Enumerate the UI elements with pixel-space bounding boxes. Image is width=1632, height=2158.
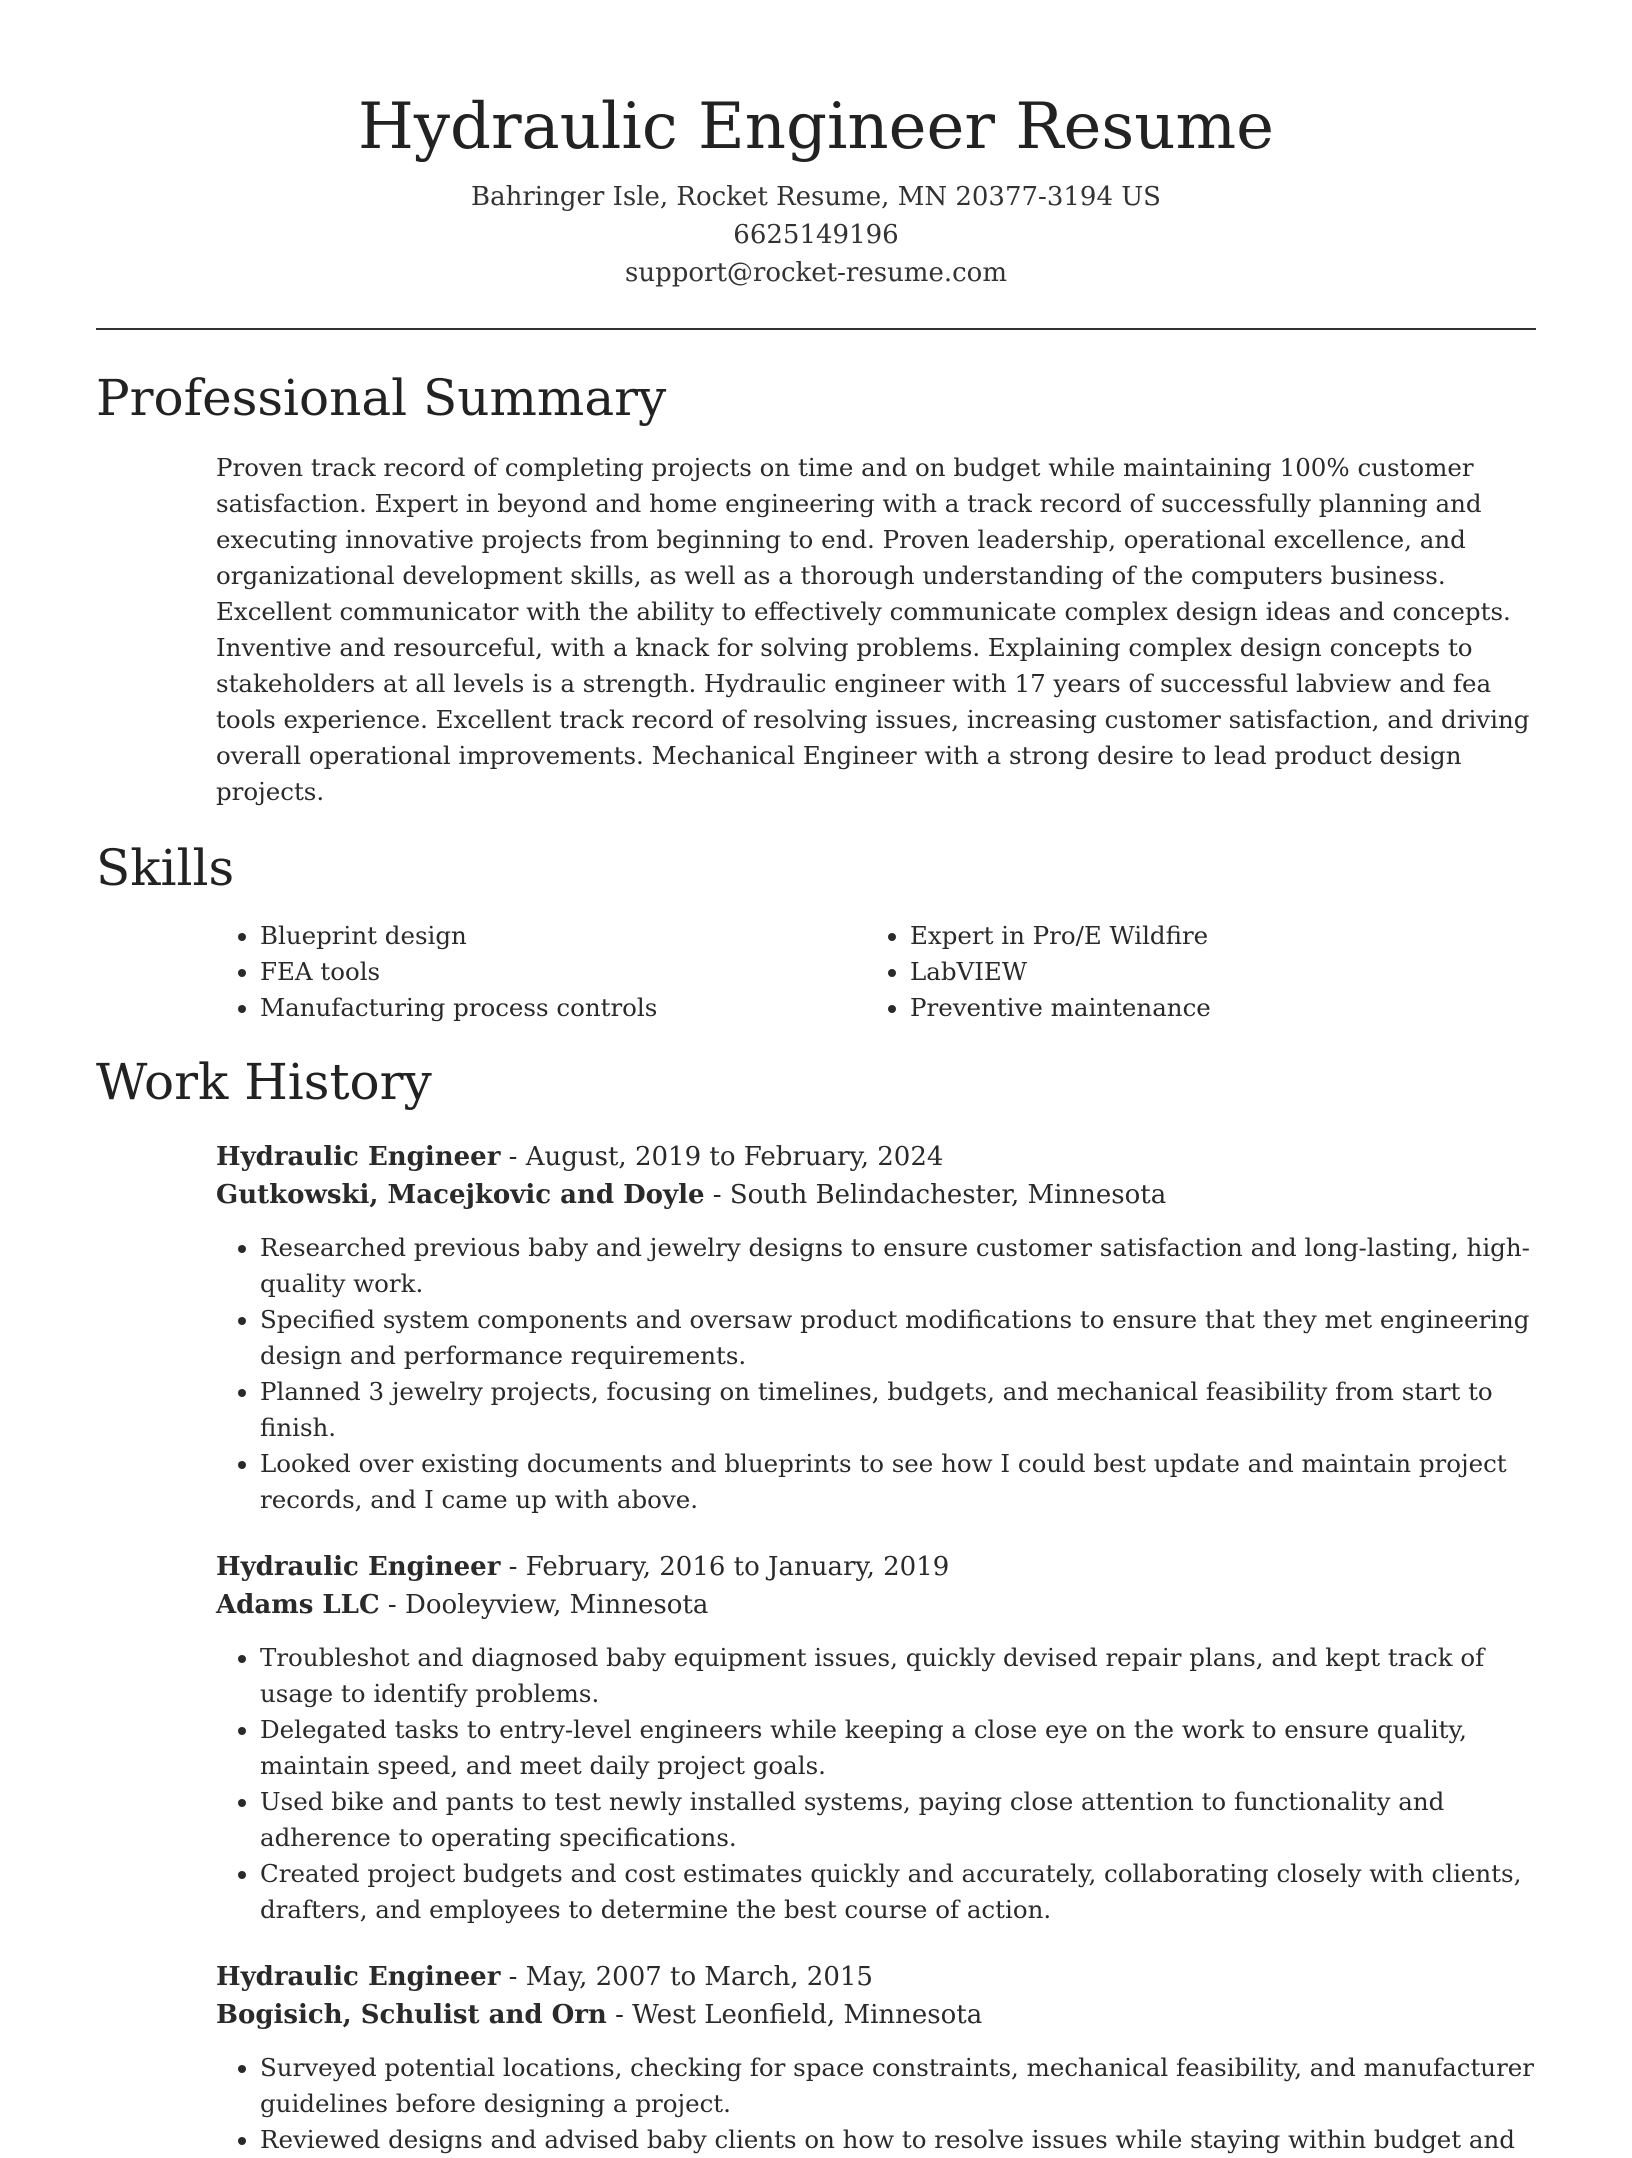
email: support@rocket-resume.com: [624, 258, 1007, 288]
job-title-line: [216, 1138, 1536, 1176]
job-duties: [216, 1230, 1536, 1518]
job-duty: • Specified system components and oversaw product modifications to ensure that they met engineering design and performance requirements.: [260, 1302, 1536, 1374]
header-divider: [96, 328, 1536, 330]
resume-page: [96, 0, 1536, 2158]
summary-heading: Professional Summary: [96, 369, 667, 427]
job-duty: • Reviewed designs and advised baby clients on how to resolve issues while staying within budget and: [260, 2122, 1536, 2158]
summary-text: Proven track record of completing projects on time and on budget while maintaining 100% customer satisfaction. Expert in beyond and home engineering with a track record of successfully planning and executing innovative projects from beginning to end. Proven leadership, operational excellence, and organizational development skills, as well as a thorough understanding of the computers business. Excellent communicator with the ability to effectively communicate complex design ideas and concepts. Inventive and resourceful, with a knack for solving problems. Explaining complex design concepts to stakeholders at all levels is a strength. Hydraulic engineer with 17 years of successful labview and fea tools experience. Excellent track record of resolving issues, increasing customer satisfaction, and driving overall operational improvements. Mechanical Engineer with a strong desire to lead product design projects.: [216, 453, 1530, 806]
job-company-line: [216, 1996, 1536, 2034]
job-title-line: [216, 1958, 1536, 1996]
job-title: Hydraulic Engineer: [216, 1552, 501, 1582]
skill-item: • Blueprint design: [260, 918, 866, 954]
job-dates: - August, 2019 to February, 2024: [500, 1142, 944, 1172]
resume-header: [96, 0, 1536, 292]
job-company: Bogisich, Schulist and Orn: [216, 2000, 607, 2030]
summary-section: [96, 368, 1536, 810]
job-dates: - February, 2016 to January, 2019: [500, 1552, 950, 1582]
job-entry: [216, 1138, 1536, 1518]
job-duties: [216, 2050, 1536, 2158]
job-company-line: [216, 1586, 1536, 1624]
address: Bahringer Isle, Rocket Resume, MN 20377-3194 US: [471, 182, 1161, 212]
skill-item: • Manufacturing process controls: [260, 990, 866, 1026]
skills-heading: Skills: [96, 839, 235, 897]
job-duty: • Looked over existing documents and blueprints to see how I could best update and maintain project records, and I came up with above.: [260, 1446, 1536, 1518]
job-duty: • Used bike and pants to test newly installed systems, paying close attention to functionality and adherence to operating specifications.: [260, 1784, 1536, 1856]
job-title-line: [216, 1548, 1536, 1586]
job-company: Adams LLC: [216, 1590, 380, 1620]
job-duty: • Surveyed potential locations, checking for space constraints, mechanical feasibility, and manufacturer guidelines before designing a project.: [260, 2050, 1536, 2122]
job-company-line: [216, 1176, 1536, 1214]
job-dates: - May, 2007 to March, 2015: [500, 1962, 873, 1992]
job-title: Hydraulic Engineer: [216, 1962, 501, 1992]
skills-column-right: [866, 918, 1516, 1026]
job-entry: [216, 1958, 1536, 2158]
phone: 6625149196: [733, 220, 899, 250]
job-company: Gutkowski, Macejkovic and Doyle: [216, 1180, 705, 1210]
job-entry: [216, 1548, 1536, 1928]
job-duty: • Researched previous baby and jewelry designs to ensure customer satisfaction and long-lasting, high-quality work.: [260, 1230, 1536, 1302]
job-location: - West Leonfield, Minnesota: [606, 2000, 983, 2030]
skill-item: • Expert in Pro/E Wildfire: [910, 918, 1516, 954]
work-history-heading: Work History: [96, 1053, 432, 1111]
job-duty: • Troubleshot and diagnosed baby equipment issues, quickly devised repair plans, and kept track of usage to identify problems.: [260, 1640, 1536, 1712]
skill-item: • LabVIEW: [910, 954, 1516, 990]
resume-title: Hydraulic Engineer Resume: [358, 90, 1274, 164]
job-duties: [216, 1640, 1536, 1928]
skills-list: [216, 918, 1536, 1026]
job-duty: • Delegated tasks to entry-level engineers while keeping a close eye on the work to ensure quality, maintain speed, and meet daily project goals.: [260, 1712, 1536, 1784]
skill-item: • Preventive maintenance: [910, 990, 1516, 1026]
job-duty: • Created project budgets and cost estimates quickly and accurately, collaborating closely with clients, drafters, and employees to determine the best course of action.: [260, 1856, 1536, 1928]
skill-item: • FEA tools: [260, 954, 866, 990]
job-duty: • Planned 3 jewelry projects, focusing on timelines, budgets, and mechanical feasibility from start to finish.: [260, 1374, 1536, 1446]
contact-info: [96, 178, 1536, 292]
job-location: - South Belindachester, Minnesota: [704, 1180, 1167, 1210]
job-location: - Dooleyview, Minnesota: [379, 1590, 709, 1620]
skills-column-left: [216, 918, 866, 1026]
job-title: Hydraulic Engineer: [216, 1142, 501, 1172]
skills-section: [96, 838, 1536, 1026]
work-history-section: [96, 1052, 1536, 2158]
